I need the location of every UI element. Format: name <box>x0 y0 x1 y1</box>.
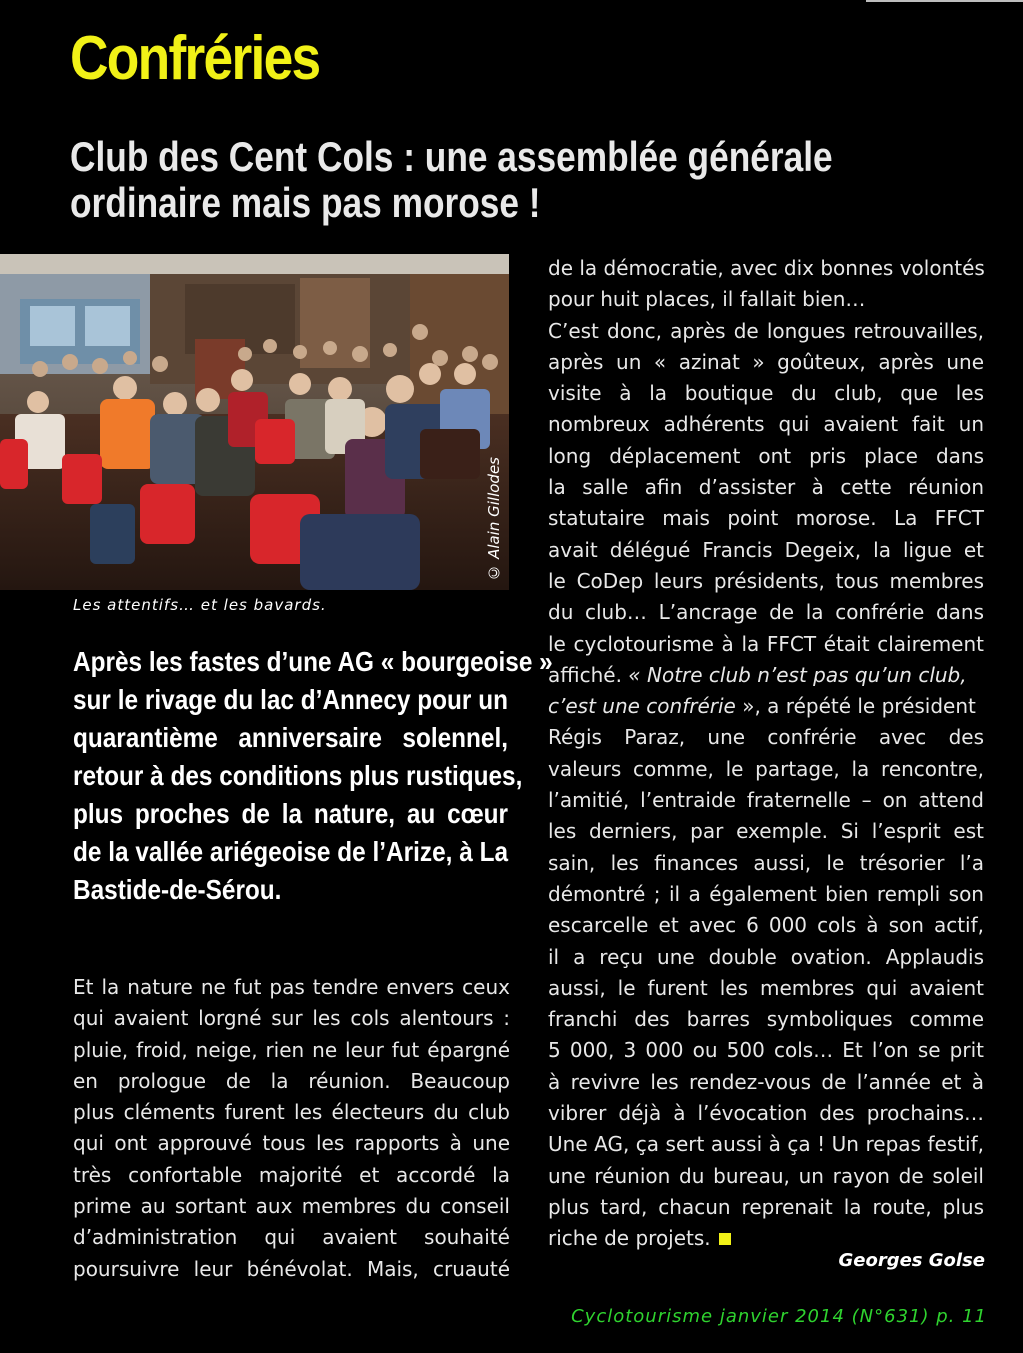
body-line: valeurs comme, le partage, la rencontre, <box>548 756 984 781</box>
body-line: nombreux adhérents qui avaient fait un <box>548 412 984 437</box>
body-line: la salle afin d’assister à cette réunion <box>548 475 984 500</box>
body-line: 5 000, 3 000 ou 500 cols… Et l’on se prit <box>548 1038 984 1063</box>
body-line: du club… L’ancrage de la confrérie dans <box>548 600 984 625</box>
lead-line: retour à des conditions plus rustiques, <box>73 760 523 791</box>
body-line: sain, les finances aussi, le trésorier l’a <box>548 850 984 875</box>
body-line: de la démocratie, avec dix bonnes volontés <box>548 256 985 280</box>
body-line: plus cléments furent les électeurs du club <box>73 1100 510 1125</box>
headline-line: ordinaire mais pas morose ! <box>70 179 541 226</box>
body-column-1 <box>73 972 510 1285</box>
body-line: vibrer déjà à l’évocation des prochains… <box>548 1101 984 1126</box>
end-mark-icon <box>719 1233 731 1245</box>
lead-line: de la vallée ariégeoise de l’Arize, à La <box>73 836 508 867</box>
lead-line: Bastide-de-Sérou. <box>73 874 282 905</box>
photo-caption: Les attentifs… et les bavards. <box>73 596 327 614</box>
body-line: une réunion du bureau, un rayon de soleil <box>548 1163 984 1188</box>
body-line: poursuivre leur bénévolat. Mais, cruauté <box>73 1256 510 1281</box>
body-line <box>548 660 984 691</box>
body-line: plus tard, chacun reprenait la route, plus <box>548 1194 984 1219</box>
body-fragment: riche de projets. <box>548 1226 711 1251</box>
audience-illustration <box>0 254 509 590</box>
body-line: le cyclotourisme à la FFCT était clairement <box>548 631 984 656</box>
lead-line: quarantième anniversaire solennel, <box>73 722 508 753</box>
meeting-photo <box>0 254 509 590</box>
body-line: Et la nature ne fut pas tendre envers ceux <box>73 975 510 999</box>
headline-line: Club des Cent Cols : une assemblée générale <box>70 133 833 180</box>
body-line: Une AG, ça sert aussi à ça ! Un repas festif, <box>548 1132 984 1157</box>
top-rule <box>866 0 1023 2</box>
body-line: en prologue de la réunion. Beaucoup <box>73 1068 510 1093</box>
body-line: aussi, le furent les membres qui avaient <box>548 975 984 1000</box>
body-line: Régis Paraz, une confrérie avec des <box>548 725 984 750</box>
lead-line: sur le rivage du lac d’Annecy pour un <box>73 684 508 715</box>
section-title: Confréries <box>70 24 320 93</box>
body-line: les derniers, par exemple. Si l’esprit est <box>548 819 984 844</box>
body-line: pour huit places, il fallait bien… <box>548 287 866 312</box>
body-line: qui avaient lorgné sur les cols alentours : <box>73 1006 510 1031</box>
body-line: C’est donc, après de longues retrouvailles, <box>548 318 984 343</box>
body-line: à revivre les rendez-vous de l’année et à <box>548 1069 984 1094</box>
body-line: après un « azinat » goûteux, après une <box>548 349 984 374</box>
body-line <box>548 691 984 722</box>
quote-text: c’est une confrérie <box>548 694 736 719</box>
quote-text: « Notre club n’est pas qu’un club, <box>628 662 967 687</box>
body-line: escarcelle et avec 6 000 cols à son actif, <box>548 913 984 938</box>
body-line: démontré ; il a également bien rempli son <box>548 881 984 906</box>
body-line: il a reçu une double ovation. Applaudis <box>548 944 984 969</box>
body-line: le CoDep leurs présidents, tous membres <box>548 568 984 593</box>
body-line: statutaire mais point morose. La FFCT <box>548 506 984 531</box>
lead-paragraph <box>73 643 553 909</box>
lead-line: plus proches de la nature, au cœur <box>73 798 508 829</box>
body-line: pluie, froid, neige, rien ne leur fut épargné <box>73 1037 510 1062</box>
body-line: long déplacement ont pris place dans <box>548 443 984 468</box>
article-headline <box>70 134 952 226</box>
body-line: l’amitié, l’entraide fraternelle – on attend <box>548 788 984 813</box>
author-signature: Georges Golse <box>838 1250 985 1271</box>
body-line: visite à la boutique du club, que les <box>548 381 984 406</box>
body-column-2 <box>548 253 984 1255</box>
source-reference: Cyclotourisme janvier 2014 (N°631) p. 11 <box>571 1306 987 1327</box>
body-line: qui ont approuvé tous les rapports à une <box>73 1131 510 1156</box>
body-line: d’administration qui avaient souhaité <box>73 1225 510 1250</box>
body-line: prime au sortant aux membres du conseil <box>73 1194 510 1219</box>
lead-line: Après les fastes d’une AG « bourgeoise » <box>73 646 553 677</box>
photo-credit: © Alain Gillodes <box>485 457 503 582</box>
body-fragment: », a répété le président <box>742 694 976 719</box>
body-line: très confortable majorité et accordé la <box>73 1162 510 1187</box>
body-line: franchi des barres symboliques comme <box>548 1007 984 1032</box>
body-line: avait délégué Francis Degeix, la ligue et <box>548 537 984 562</box>
body-fragment: affiché. <box>548 662 622 687</box>
